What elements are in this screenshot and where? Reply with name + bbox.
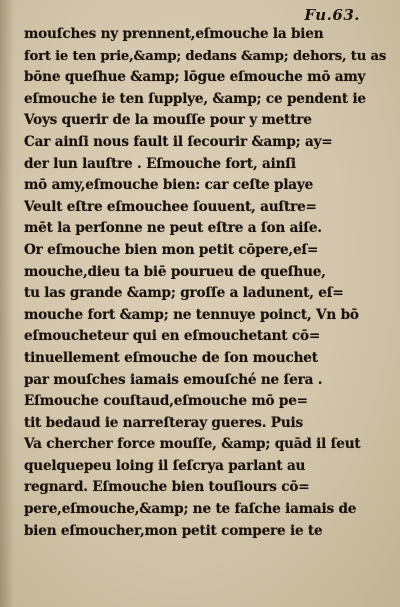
text-line: mō amy,eſmouche bien: car ceſte playe <box>24 177 314 194</box>
text-line: Eſmouche couſtaud,eſmouche mō pe= <box>24 393 308 410</box>
text-line: eſmouche ie ten ſupplye, &amp; ce pendent ie <box>24 90 366 107</box>
text-line: mēt la perſonne ne peut eſtre a ſon aiſe. <box>24 220 322 237</box>
text-line: regnard. Eſmouche bien touſiours cō= <box>24 479 310 496</box>
text-line: par mouſches iamais emouſché ne ſera . <box>24 371 323 388</box>
text-line: tinuellement eſmouche de ſon mouchet <box>24 349 318 366</box>
text-line: tu las grande &amp; groſſe a ladunent, eſ= <box>24 285 344 302</box>
text-line: Car ainſi nous fault il ſecourir &amp; ay= <box>24 133 333 150</box>
text-line: pere,eſmouche,&amp; ne te faſche iamais de <box>24 501 357 518</box>
text-line: quelquepeu loing il ſeſcrya parlant au <box>24 457 306 474</box>
folio-number: Fu.63. <box>304 6 360 24</box>
text-line: eſmoucheteur qui en eſmouchetant cō= <box>24 328 321 345</box>
text-line: bōne queſhue &amp; lōgue eſmouche mō amy <box>24 69 366 86</box>
text-line: mouche fort &amp; ne tennuye poinct, Vn bō <box>24 306 359 323</box>
text-line: Va chercher force mouſſe, &amp; quād il ſeut <box>24 436 361 453</box>
text-block <box>24 24 386 542</box>
text-line: bien eſmoucher,mon petit compere ie te <box>24 522 323 539</box>
text-line: der lun lauſtre . Eſmouche fort, ainſi <box>24 155 296 172</box>
text-line: Veult eſtre eſmouchee ſouuent, auſtre= <box>24 198 317 215</box>
text-line: Voys querir de la mouſſe pour y mettre <box>24 112 312 129</box>
page-gutter-shadow <box>0 0 14 607</box>
text-line: mouche,dieu ta biē pourueu de queſhue, <box>24 263 326 280</box>
text-line: mouſches ny prennent,eſmouche la bien <box>24 26 324 42</box>
text-line: Or eſmouche bien mon petit cōpere,eſ= <box>24 241 319 258</box>
text-line: tit bedaud ie narreſteray gueres. Puis <box>24 414 303 431</box>
text-line: fort ie ten prie,&amp; dedans &amp; dehors, tu as <box>24 48 387 64</box>
